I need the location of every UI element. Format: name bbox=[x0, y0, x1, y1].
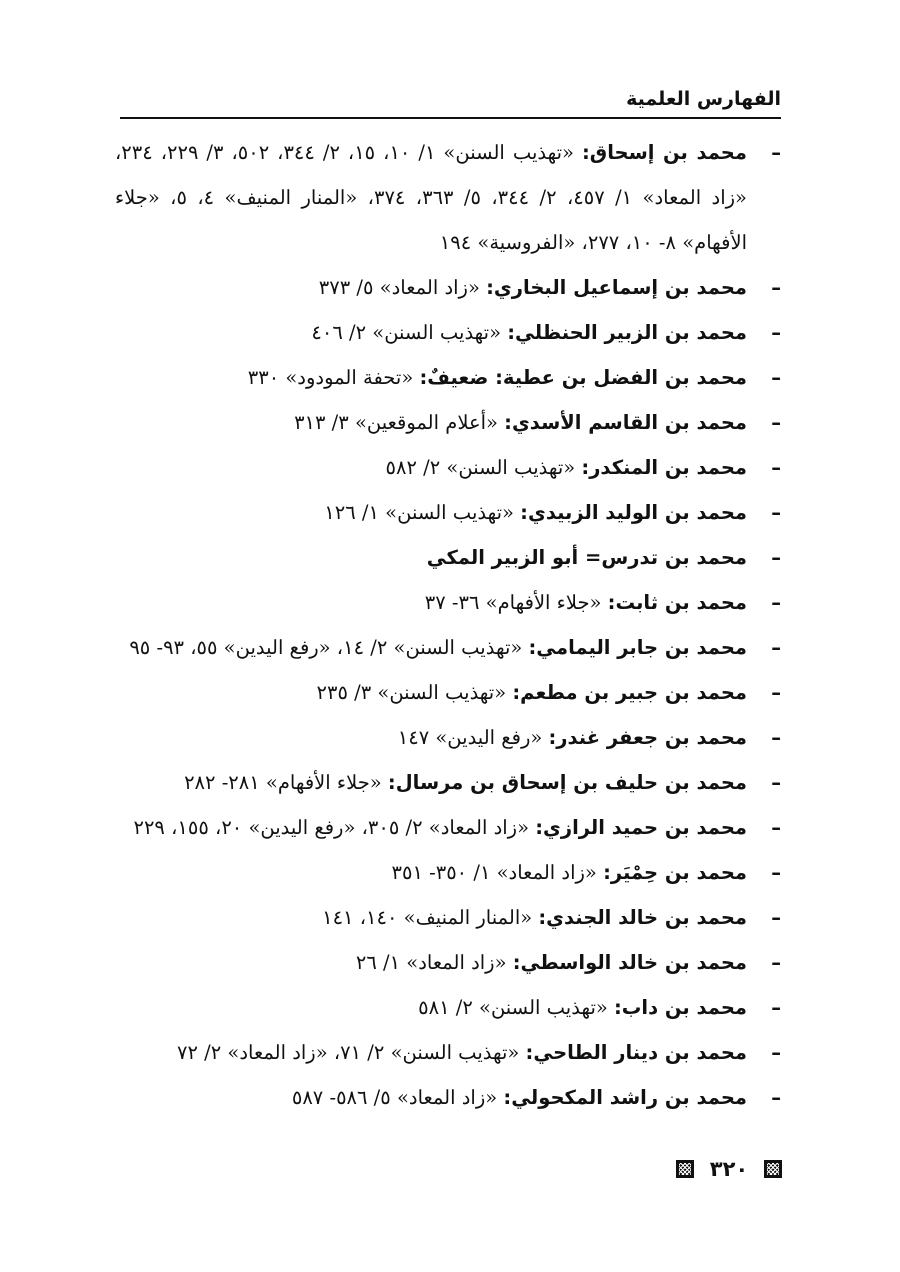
entry-dash: – bbox=[771, 636, 781, 659]
ornament-icon bbox=[764, 1160, 782, 1178]
index-entry bbox=[115, 355, 781, 400]
entry-references: «تهذيب السنن» ٢/ ١٤، «رفع اليدين» ٥٥، ٩٣- ٩٥ bbox=[129, 636, 529, 659]
index-entry bbox=[115, 805, 781, 850]
entry-text bbox=[115, 355, 747, 400]
entry-dash: – bbox=[771, 816, 781, 839]
entry-dash: – bbox=[771, 501, 781, 524]
entry-dash: – bbox=[771, 546, 781, 569]
entry-references: «زاد المعاد» ٥/ ٥٨٦- ٥٨٧ bbox=[291, 1086, 504, 1109]
entry-dash: – bbox=[771, 771, 781, 794]
narrator-name: محمد بن جعفر غندر: bbox=[548, 726, 747, 749]
entry-references: «تهذيب السنن» ١/ ١٢٦ bbox=[324, 501, 521, 524]
entry-references: «تهذيب السنن» ٢/ ٥٨٢ bbox=[385, 456, 582, 479]
entry-text bbox=[115, 535, 747, 580]
narrator-name: محمد بن خالد الواسطي: bbox=[512, 951, 747, 974]
entry-references: «جلاء الأفهام» ٣٦- ٣٧ bbox=[424, 591, 608, 614]
entry-text bbox=[115, 580, 747, 625]
entry-references: «رفع اليدين» ١٤٧ bbox=[397, 726, 549, 749]
entry-references: «تحفة المودود» ٣٣٠ bbox=[247, 366, 420, 389]
narrator-name: محمد بن دينار الطاحي: bbox=[525, 1041, 747, 1064]
entry-references: «تهذيب السنن» ٢/ ٥٨١ bbox=[418, 996, 614, 1019]
entry-text bbox=[115, 805, 747, 850]
entry-dash: – bbox=[771, 861, 781, 884]
narrator-name: محمد بن القاسم الأسدي: bbox=[504, 411, 747, 434]
narrator-name: محمد بن إسحاق: bbox=[581, 141, 747, 164]
entry-references: «تهذيب السنن» ٣/ ٢٣٥ bbox=[316, 681, 513, 704]
entry-dash: – bbox=[771, 276, 781, 299]
page-number: ٣٢٠ bbox=[709, 1157, 749, 1181]
ornament-icon bbox=[676, 1160, 694, 1178]
entry-dash: – bbox=[771, 1041, 781, 1064]
entry-text bbox=[115, 715, 747, 760]
narrator-name: محمد بن تدرس= أبو الزبير المكي bbox=[426, 546, 747, 569]
narrator-name: محمد بن ثابت: bbox=[607, 591, 747, 614]
entry-text bbox=[115, 670, 747, 715]
index-entry bbox=[115, 310, 781, 355]
index-entries bbox=[115, 130, 781, 1120]
entry-references: «أعلام الموقعين» ٣/ ٣١٣ bbox=[294, 411, 505, 434]
index-entry bbox=[115, 130, 781, 265]
entry-text bbox=[115, 310, 747, 355]
entry-dash: – bbox=[771, 141, 781, 164]
entry-references: «المنار المنيف» ١٤٠، ١٤١ bbox=[322, 906, 539, 929]
index-entry bbox=[115, 1030, 781, 1075]
narrator-name: محمد بن داب: bbox=[614, 996, 747, 1019]
entry-references: «زاد المعاد» ٥/ ٣٧٣ bbox=[318, 276, 487, 299]
entry-references: «زاد المعاد» ١/ ٣٥٠- ٣٥١ bbox=[391, 861, 604, 884]
narrator-name: محمد بن حِمْيَر: bbox=[603, 861, 747, 884]
index-entry bbox=[115, 670, 781, 715]
narrator-name: محمد بن الوليد الزبيدي: bbox=[520, 501, 747, 524]
index-entry bbox=[115, 715, 781, 760]
index-entry bbox=[115, 1075, 781, 1120]
entry-references: «زاد المعاد» ٢/ ٣٠٥، «رفع اليدين» ٢٠، ١٥٥، ٢٢٩ bbox=[133, 816, 536, 839]
narrator-name: محمد بن حميد الرازي: bbox=[535, 816, 747, 839]
entry-text bbox=[115, 490, 747, 535]
narrator-name: محمد بن حليف بن إسحاق بن مرسال: bbox=[387, 771, 747, 794]
entry-text bbox=[115, 940, 747, 985]
entry-text bbox=[115, 130, 747, 265]
entry-references: «تهذيب السنن» ٢/ ٧١، «زاد المعاد» ٢/ ٧٢ bbox=[177, 1041, 526, 1064]
entry-dash: – bbox=[771, 906, 781, 929]
entry-references: «جلاء الأفهام» ٢٨١- ٢٨٢ bbox=[184, 771, 388, 794]
narrator-name: محمد بن المنكدر: bbox=[581, 456, 747, 479]
index-entry bbox=[115, 400, 781, 445]
entry-dash: – bbox=[771, 411, 781, 434]
entry-references: «تهذيب السنن» ٢/ ٤٠٦ bbox=[311, 321, 508, 344]
entry-text bbox=[115, 400, 747, 445]
entry-dash: – bbox=[771, 951, 781, 974]
page-footer bbox=[676, 1155, 782, 1183]
running-header: الفهارس العلمية bbox=[626, 88, 781, 110]
header-rule bbox=[120, 117, 781, 119]
index-entry bbox=[115, 490, 781, 535]
entry-text bbox=[115, 985, 747, 1030]
narrator-name: محمد بن الزبير الحنظلي: bbox=[507, 321, 747, 344]
entry-dash: – bbox=[771, 681, 781, 704]
entry-text bbox=[115, 265, 747, 310]
narrator-name: محمد بن راشد المكحولي: bbox=[503, 1086, 747, 1109]
entry-text bbox=[115, 760, 747, 805]
entry-dash: – bbox=[771, 726, 781, 749]
index-entry bbox=[115, 580, 781, 625]
entry-text bbox=[115, 445, 747, 490]
index-entry bbox=[115, 895, 781, 940]
index-entry bbox=[115, 535, 781, 580]
index-entry bbox=[115, 445, 781, 490]
entry-text bbox=[115, 850, 747, 895]
index-entry bbox=[115, 760, 781, 805]
entry-dash: – bbox=[771, 321, 781, 344]
entry-dash: – bbox=[771, 456, 781, 479]
entry-text bbox=[115, 1075, 747, 1120]
entry-references: «تهذيب السنن» ١/ ١٠، ١٥، ٢/ ٣٤٤، ٥٠٢، ٣/ ٢٢٩، ٢٣٤، «زاد المعاد» ١/ ٤٥٧، ٢/ ٣٤٤، ٥/ ٣٦٣، ٣٧٤، «المنار المنيف» ٤، ٥، «جلاء الأفهام» ٨- ١٠، ٢٧٧، «الفروسية» ١٩٤ bbox=[115, 141, 747, 254]
entry-dash: – bbox=[771, 366, 781, 389]
narrator-name: محمد بن جابر اليمامي: bbox=[528, 636, 747, 659]
narrator-name: محمد بن الفضل بن عطية: ضعيفٌ: bbox=[419, 366, 747, 389]
entry-dash: – bbox=[771, 1086, 781, 1109]
narrator-name: محمد بن جبير بن مطعم: bbox=[512, 681, 747, 704]
entry-text bbox=[115, 895, 747, 940]
narrator-name: محمد بن إسماعيل البخاري: bbox=[486, 276, 747, 299]
index-entry bbox=[115, 940, 781, 985]
index-entry bbox=[115, 985, 781, 1030]
entry-references: «زاد المعاد» ١/ ٢٦ bbox=[355, 951, 513, 974]
entry-text bbox=[115, 625, 747, 670]
entry-dash: – bbox=[771, 996, 781, 1019]
narrator-name: محمد بن خالد الجندي: bbox=[538, 906, 747, 929]
entry-dash: – bbox=[771, 591, 781, 614]
index-entry bbox=[115, 850, 781, 895]
entry-text bbox=[115, 1030, 747, 1075]
index-entry bbox=[115, 625, 781, 670]
index-entry bbox=[115, 265, 781, 310]
